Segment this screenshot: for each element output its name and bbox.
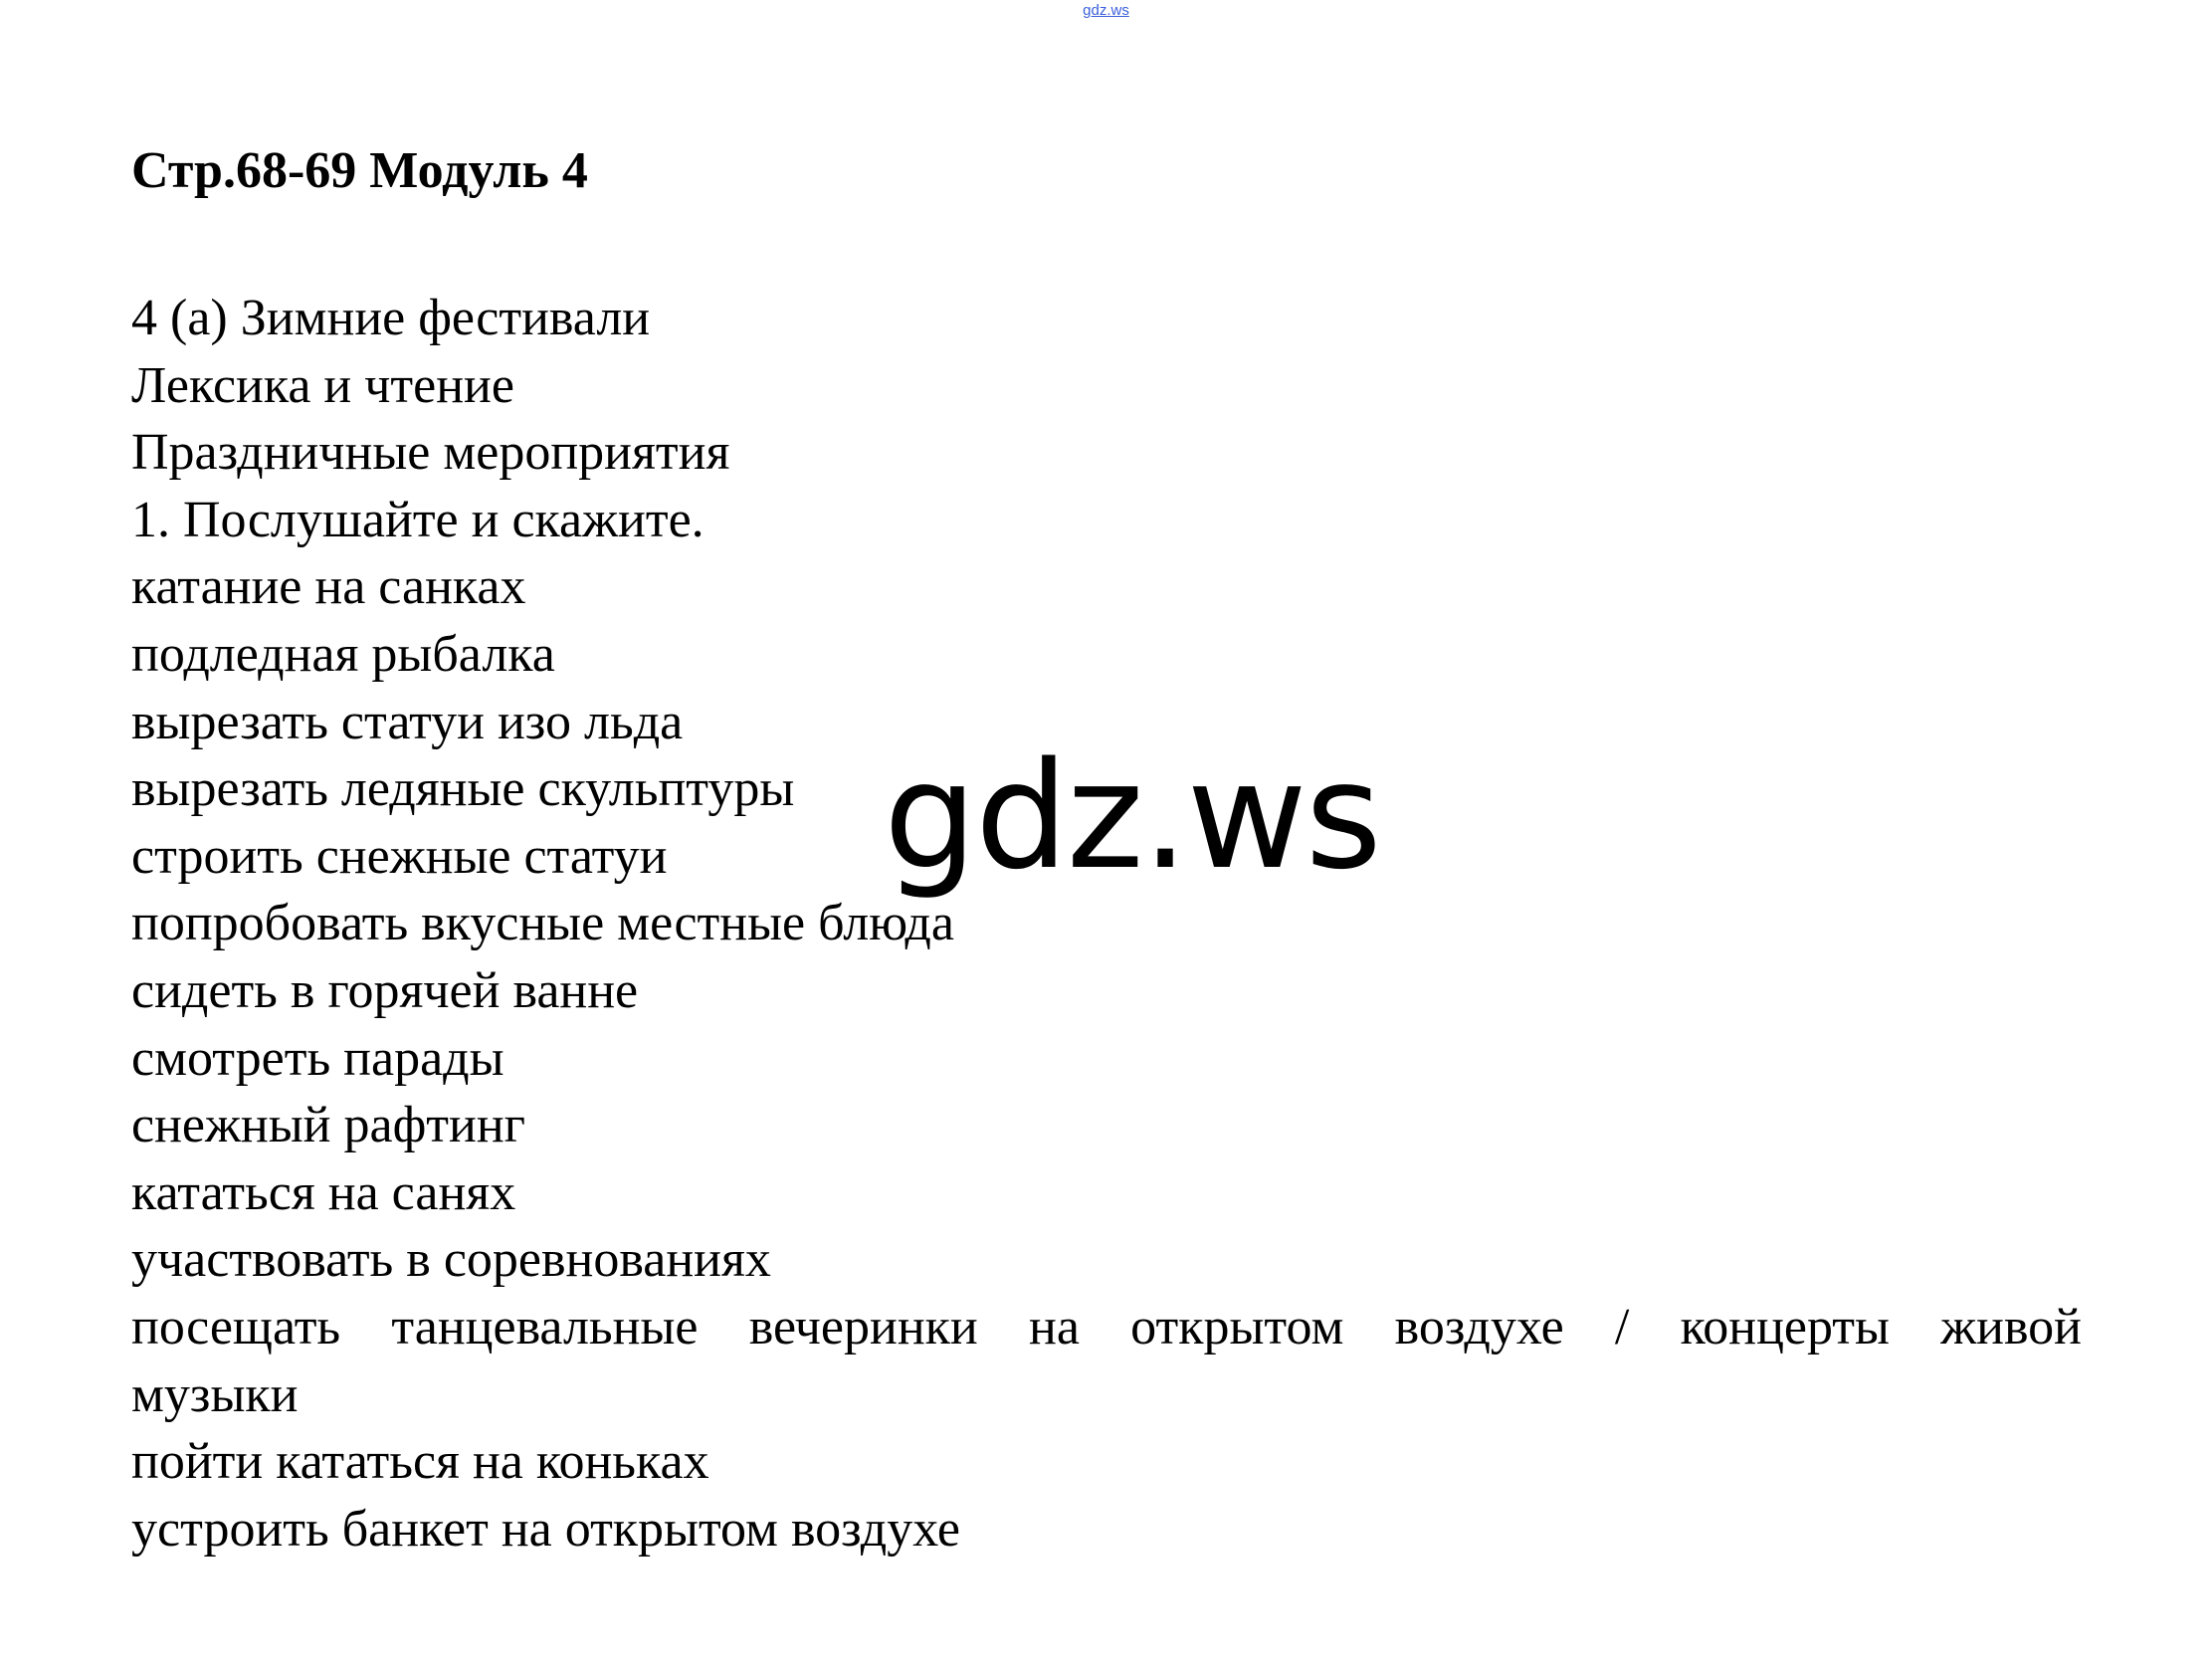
list-item: устроить банкет на открытом воздухе [131,1500,960,1558]
list-item: посещать танцевальные вечеринки на открытом воздухе / концерты живой [131,1298,2082,1355]
list-item: кататься на санях [131,1163,516,1221]
list-item: подледная рыбалка [131,625,555,683]
list-item: снежный рафтинг [131,1097,525,1154]
list-item: пойти кататься на коньках [131,1433,709,1491]
watermark: gdz.ws [884,730,1380,902]
list-item-continuation: музыки [131,1365,299,1423]
list-item: вырезать статуи изо льда [131,693,684,750]
page-title: Стр.68-69 Модуль 4 [131,142,588,199]
list-item: вырезать ледяные скульптуры [131,760,795,818]
exercise-instruction: 1. Послушайте и скажите. [131,491,704,548]
section-title: 4 (a) Зимние фестивали [131,290,651,346]
list-item: смотреть парады [131,1029,504,1087]
topic-title: Праздничные мероприятия [131,424,730,482]
section-subtitle: Лексика и чтение [131,356,514,414]
vocabulary-list [131,285,2082,1563]
site-mark-link[interactable]: gdz.ws [1083,2,1129,19]
list-item: участвовать в соревнованиях [131,1231,771,1289]
list-item: попробовать вкусные местные блюда [131,895,954,952]
list-item: катание на санках [131,558,526,616]
list-item: сидеть в горячей ванне [131,961,639,1019]
list-item: строить снежные статуи [131,827,668,885]
